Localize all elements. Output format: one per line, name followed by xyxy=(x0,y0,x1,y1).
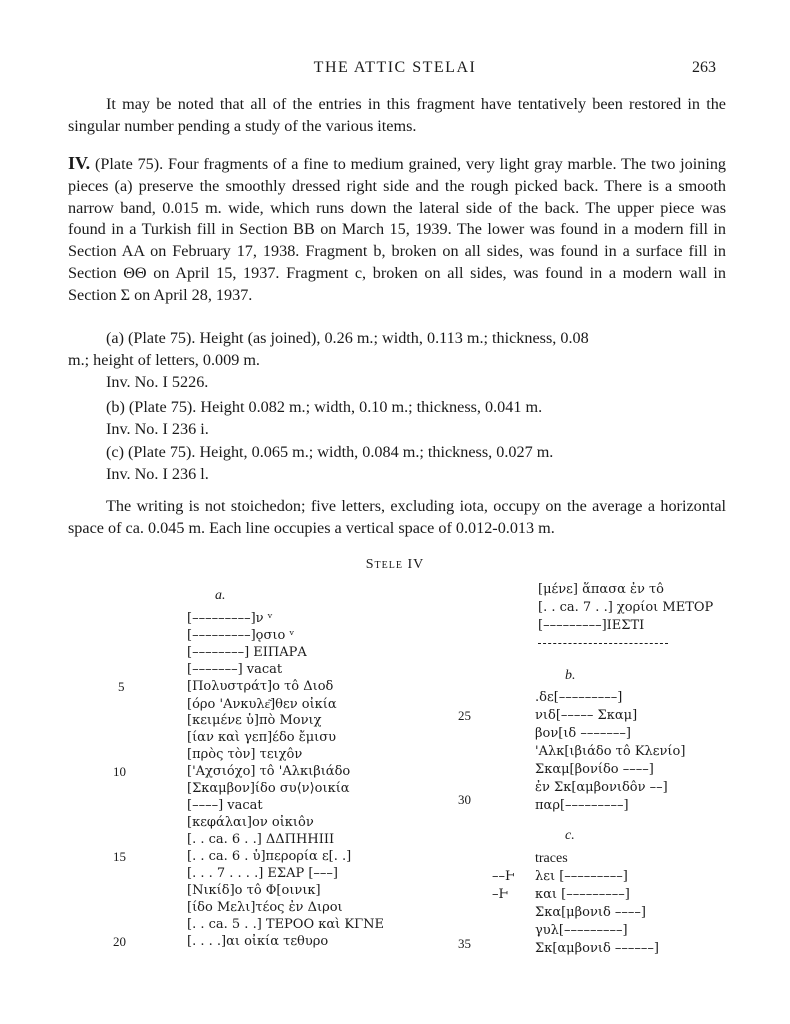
inscription-line: [κειμένε ὑ]πὸ Μονιχ xyxy=(187,713,322,728)
inscription-line: Σκαμ[βονίδο ––––] xyxy=(535,762,654,777)
dimension-line: (b) (Plate 75). Height 0.082 m.; width, 0.10 m.; thickness, 0.041 m. xyxy=(106,398,543,416)
dimension-line: m.; height of letters, 0.009 m. xyxy=(68,351,260,369)
line-number: 10 xyxy=(113,764,126,779)
inscription-line: λει [–––––––––] xyxy=(535,869,628,884)
inscription-line: παρ[–––––––––] xyxy=(535,798,629,813)
inscription-line: [––––] vacat xyxy=(187,798,263,813)
inscription-line: [. . . 7 . . . .] ΕΣΑΡ [–––] xyxy=(187,866,338,881)
inscription-line: .δε[–––––––––] xyxy=(535,690,623,705)
inscription-line: [–––––––––]ǫσιο ᵛ xyxy=(187,628,295,643)
inscription-line: traces xyxy=(535,851,568,866)
line-number: 15 xyxy=(113,849,126,864)
line-number: 20 xyxy=(113,934,126,949)
section-text: (Plate 75). Four fragments of a fine to medium grained, very light gray marble. The two joining pieces (a) preserve the smoothly dressed right side and the rough picked back. There is a smooth narrow band, 0.015 m. wide, which runs down the lateral side of the back. The upper piece was found in a Turkish fill in Section BB on March 15, 1939. The lower was found in a modern fill in Section AA on February 17, 1938. Fragment b, broken on all sides, was found in a surface fill in Section ΘΘ on April 15, 1937. Fragment c, broken on all sides, was found in a modern wall in Section Σ on April 28, 1937. xyxy=(68,155,727,304)
inventory-line: Inv. No. I 5226. xyxy=(106,373,209,391)
inscription-line: [Σκαμβον]ίδο συ⟨ν⟩οικία xyxy=(187,781,350,796)
inscription-line: ἐν Σκ[αμβονιδôν ––] xyxy=(535,780,668,795)
line-number: 5 xyxy=(118,679,125,694)
inscription-line: [–––––––––]ΙΕΣΤΙ xyxy=(538,618,645,633)
intro-paragraph: It may be noted that all of the entries in this fragment have tentatively been restored in the singular number pending a study of the various items. xyxy=(68,95,726,135)
inscription-line: [. . . .]αι οἰκία τεθυρο xyxy=(187,934,329,949)
inscription-line: [κεφάλαι]ον οἰκιôν xyxy=(187,815,314,830)
margin-mark: ––Ͱ xyxy=(492,869,515,884)
writing-paragraph: The writing is not stoichedon; five letters, excluding iota, occupy on the average a horizontal space of ca. 0.045 m. Each line occupies a vertical space of 0.012-0.013 m. xyxy=(68,497,726,537)
running-header: THE ATTIC STELAI xyxy=(313,59,477,76)
inscription-line: [. . ca. 7 . .] χορίοι ΜΕΤΟΡ xyxy=(538,600,714,615)
inscription-line: Σκ[αμβονιδ ––––––] xyxy=(535,941,659,956)
inscription-line: βον[ιδ –––––––] xyxy=(535,726,631,741)
section-number: IV. xyxy=(68,153,91,173)
inventory-line: Inv. No. I 236 l. xyxy=(106,465,209,483)
inscription-line: ['Αχσιόχο] τô 'Αλκιβιάδο xyxy=(187,764,351,779)
inscription-line: και [–––––––––] xyxy=(535,887,630,902)
inscription-line: [ίαν καὶ γεπ]έδο ἔμισυ xyxy=(187,730,337,745)
section-iv-paragraph xyxy=(68,153,726,307)
inscription-line: [–––––––] vacat xyxy=(187,662,283,677)
inventory-line: Inv. No. I 236 i. xyxy=(106,420,209,438)
dimension-line: (a) (Plate 75). Height (as joined), 0.26 m.; width, 0.113 m.; thickness, 0.08 xyxy=(106,329,589,347)
stele-title: Stele IV xyxy=(365,557,425,572)
inscription-line: [. . ca. 6 . .] ΔΔΠΗΗΙΙΙ xyxy=(187,832,335,847)
inscription-line: [––––––––] ΕΙΠΑΡΑ xyxy=(187,645,307,660)
inscription-line: [. . ca. 5 . .] ΤΕΡΟΟ καὶ ΚΓΝΕ xyxy=(187,917,384,932)
inscription-line: [πρὸς τὸν] τειχôν xyxy=(187,747,303,762)
inscription-line: [Νικίδ]ο τô Φ[οινικ] xyxy=(187,883,321,898)
inscription-line: [–––––––––]ν ᵛ xyxy=(187,611,273,626)
inscription-line: νιδ[––––– Σκαμ] xyxy=(535,708,638,723)
page-number: 263 xyxy=(692,59,716,76)
line-number: 25 xyxy=(458,708,471,723)
separator-rule xyxy=(538,643,668,644)
inscription-line: γυλ[–––––––––] xyxy=(535,923,628,938)
inscription-line: [ίδο Μελι]τέος ἐν Διροι xyxy=(187,900,343,915)
inscription-line: [Πολυστράτ]ο τô Διοδ xyxy=(187,679,334,694)
dimension-line: (c) (Plate 75). Height, 0.065 m.; width, 0.084 m.; thickness, 0.027 m. xyxy=(106,443,554,461)
line-number: 30 xyxy=(458,792,471,807)
inscription-line: [όρο 'Ανκυλε͂]θεν οἰκία xyxy=(187,697,337,712)
margin-mark: –Ͱ xyxy=(492,887,509,902)
fragment-a-label: a. xyxy=(215,588,226,603)
inscription-line: [. . ca. 6 . ὑ]περορία ε[. .] xyxy=(187,849,352,864)
line-number: 35 xyxy=(458,936,471,951)
fragment-b-label: b. xyxy=(565,668,576,683)
inscription-line: 'Αλκ[ιβιάδο τô Κλενίο] xyxy=(535,744,686,759)
inscription-line: [μένε] ἅπασα ἐν τô xyxy=(538,582,665,597)
fragment-c-label: c. xyxy=(565,828,575,843)
inscription-line: Σκα[μβονιδ ––––] xyxy=(535,905,646,920)
